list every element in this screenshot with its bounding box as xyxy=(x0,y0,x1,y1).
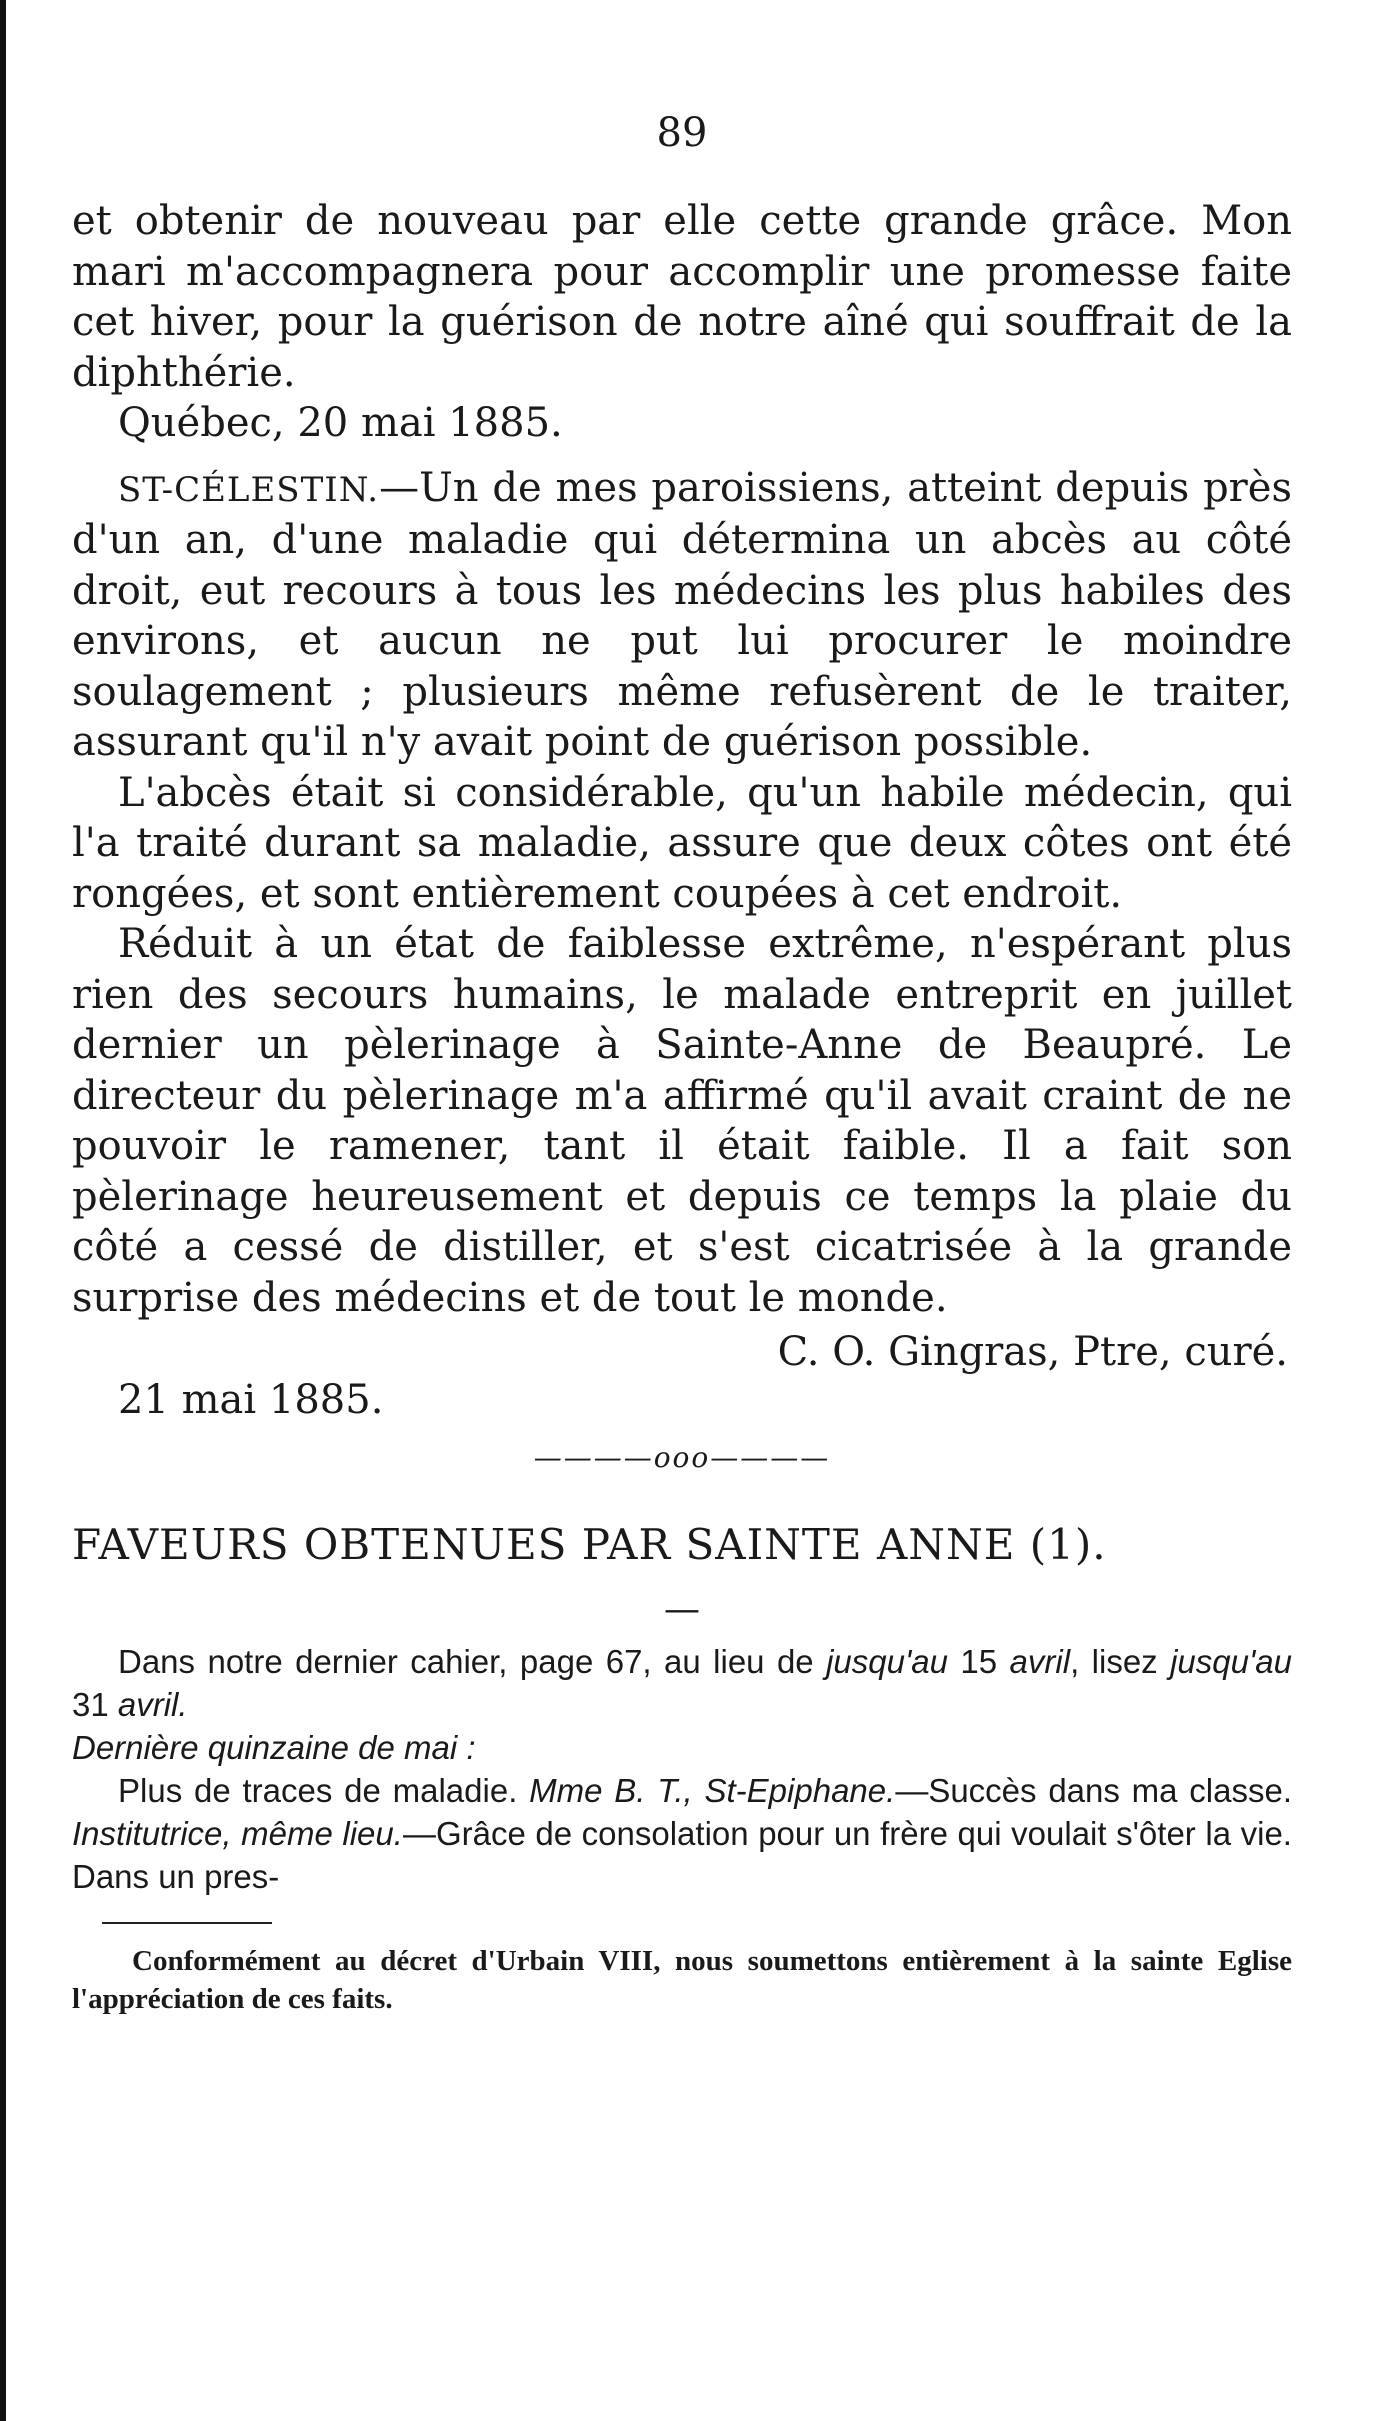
quinzaine-label xyxy=(72,1726,1292,1769)
favor-text-3: —Grâce de consolation pour un frère qui voulait s'ôter la vie. Dans un pres- xyxy=(72,1815,1292,1895)
section-heading: FAVEURS OBTENUES PAR SAINTE ANNE (1). xyxy=(72,1520,1107,1569)
top-paragraph: et obtenir de nouveau par elle cette grande grâce. Mon mari m'accompagnera pour accomplir une promesse faite cet hiver, pour la guérison de notre aîné qui souffrait de la diphthérie. xyxy=(72,198,1292,396)
celestin-label: ST-CÉLESTIN. xyxy=(118,469,380,510)
erratum-italic-4: avril. xyxy=(117,1686,188,1723)
footnote: Conformément au décret d'Urbain VIII, nous soumettons entièrement à la sainte Eglise l'appréciation de ces faits. xyxy=(72,1945,1292,2015)
erratum-text-2: 15 xyxy=(947,1643,1010,1680)
erratum-text-3: , lisez xyxy=(1070,1643,1171,1680)
favor-italic-2: Institutrice, même lieu. xyxy=(72,1815,403,1852)
erratum-italic-2: avril xyxy=(1009,1643,1071,1680)
favor-text-2: —Succès dans ma classe. xyxy=(895,1772,1293,1809)
signature xyxy=(72,1329,1288,1375)
footnote-rule xyxy=(102,1922,272,1924)
top-dateline: Québec, 20 mai 1885. xyxy=(118,400,563,446)
erratum-italic-1: jusqu'au xyxy=(826,1643,948,1680)
erratum-note xyxy=(72,1640,1292,1726)
signature-text: C. O. Gingras, Ptre, curé. xyxy=(777,1329,1288,1375)
erratum-italic-3: jusqu'au xyxy=(1170,1643,1292,1680)
quinzaine-label-text: Dernière quinzaine de mai : xyxy=(72,1729,476,1766)
favor-italic-1: Mme B. T., St-Epiphane. xyxy=(529,1772,896,1809)
erratum-text-4: 31 xyxy=(72,1686,118,1723)
celestin-paragraph-3: Réduit à un état de faiblesse extrême, n'espérant plus rien des secours humains, le malade entreprit en juillet dernier un pèlerinage à Sainte-Anne de Beaupré. Le directeur du pèlerinage m'a affirmé qu'il avait craint de ne pouvoir le ramener, tant il était faible. Il a fait son pèlerinage heureusement et depuis ce temps la plaie du côté a cessé de distiller, et s'est cicatrisée à la grande surprise des médecins et de tout le monde. xyxy=(72,921,1292,1321)
favors-list xyxy=(72,1769,1292,1898)
page-edge-shadow xyxy=(0,0,6,2421)
signature-date: 21 mai 1885. xyxy=(118,1377,384,1423)
celestin-paragraph-2: L'abcès était si considérable, qu'un habile médecin, qui l'a traité durant sa maladie, assure que deux côtes ont été rongées, et sont entièrement coupées à cet endroit. xyxy=(72,769,1292,917)
page-number: 89 xyxy=(656,110,708,156)
celestin-paragraph-1 xyxy=(72,463,1292,768)
book-page xyxy=(72,110,1292,2018)
celestin-text-1: —Un de mes paroissiens, atteint depuis près d'un an, d'une maladie qui détermina un abcès au côté droit, eut recours à tous les médecins les plus habiles des environs, et aucun ne put lui procurer le moindre soulagement ; plusieurs même refusèrent de le traiter, assurant qu'il n'y avait point de guérison possible. xyxy=(72,464,1292,765)
favor-text-1: Plus de traces de maladie. xyxy=(118,1772,530,1809)
section-separator: ————ooo———— xyxy=(533,1441,831,1474)
erratum-text-1: Dans notre dernier cahier, page 67, au lieu de xyxy=(118,1643,827,1680)
heading-dash: — xyxy=(664,1589,700,1630)
